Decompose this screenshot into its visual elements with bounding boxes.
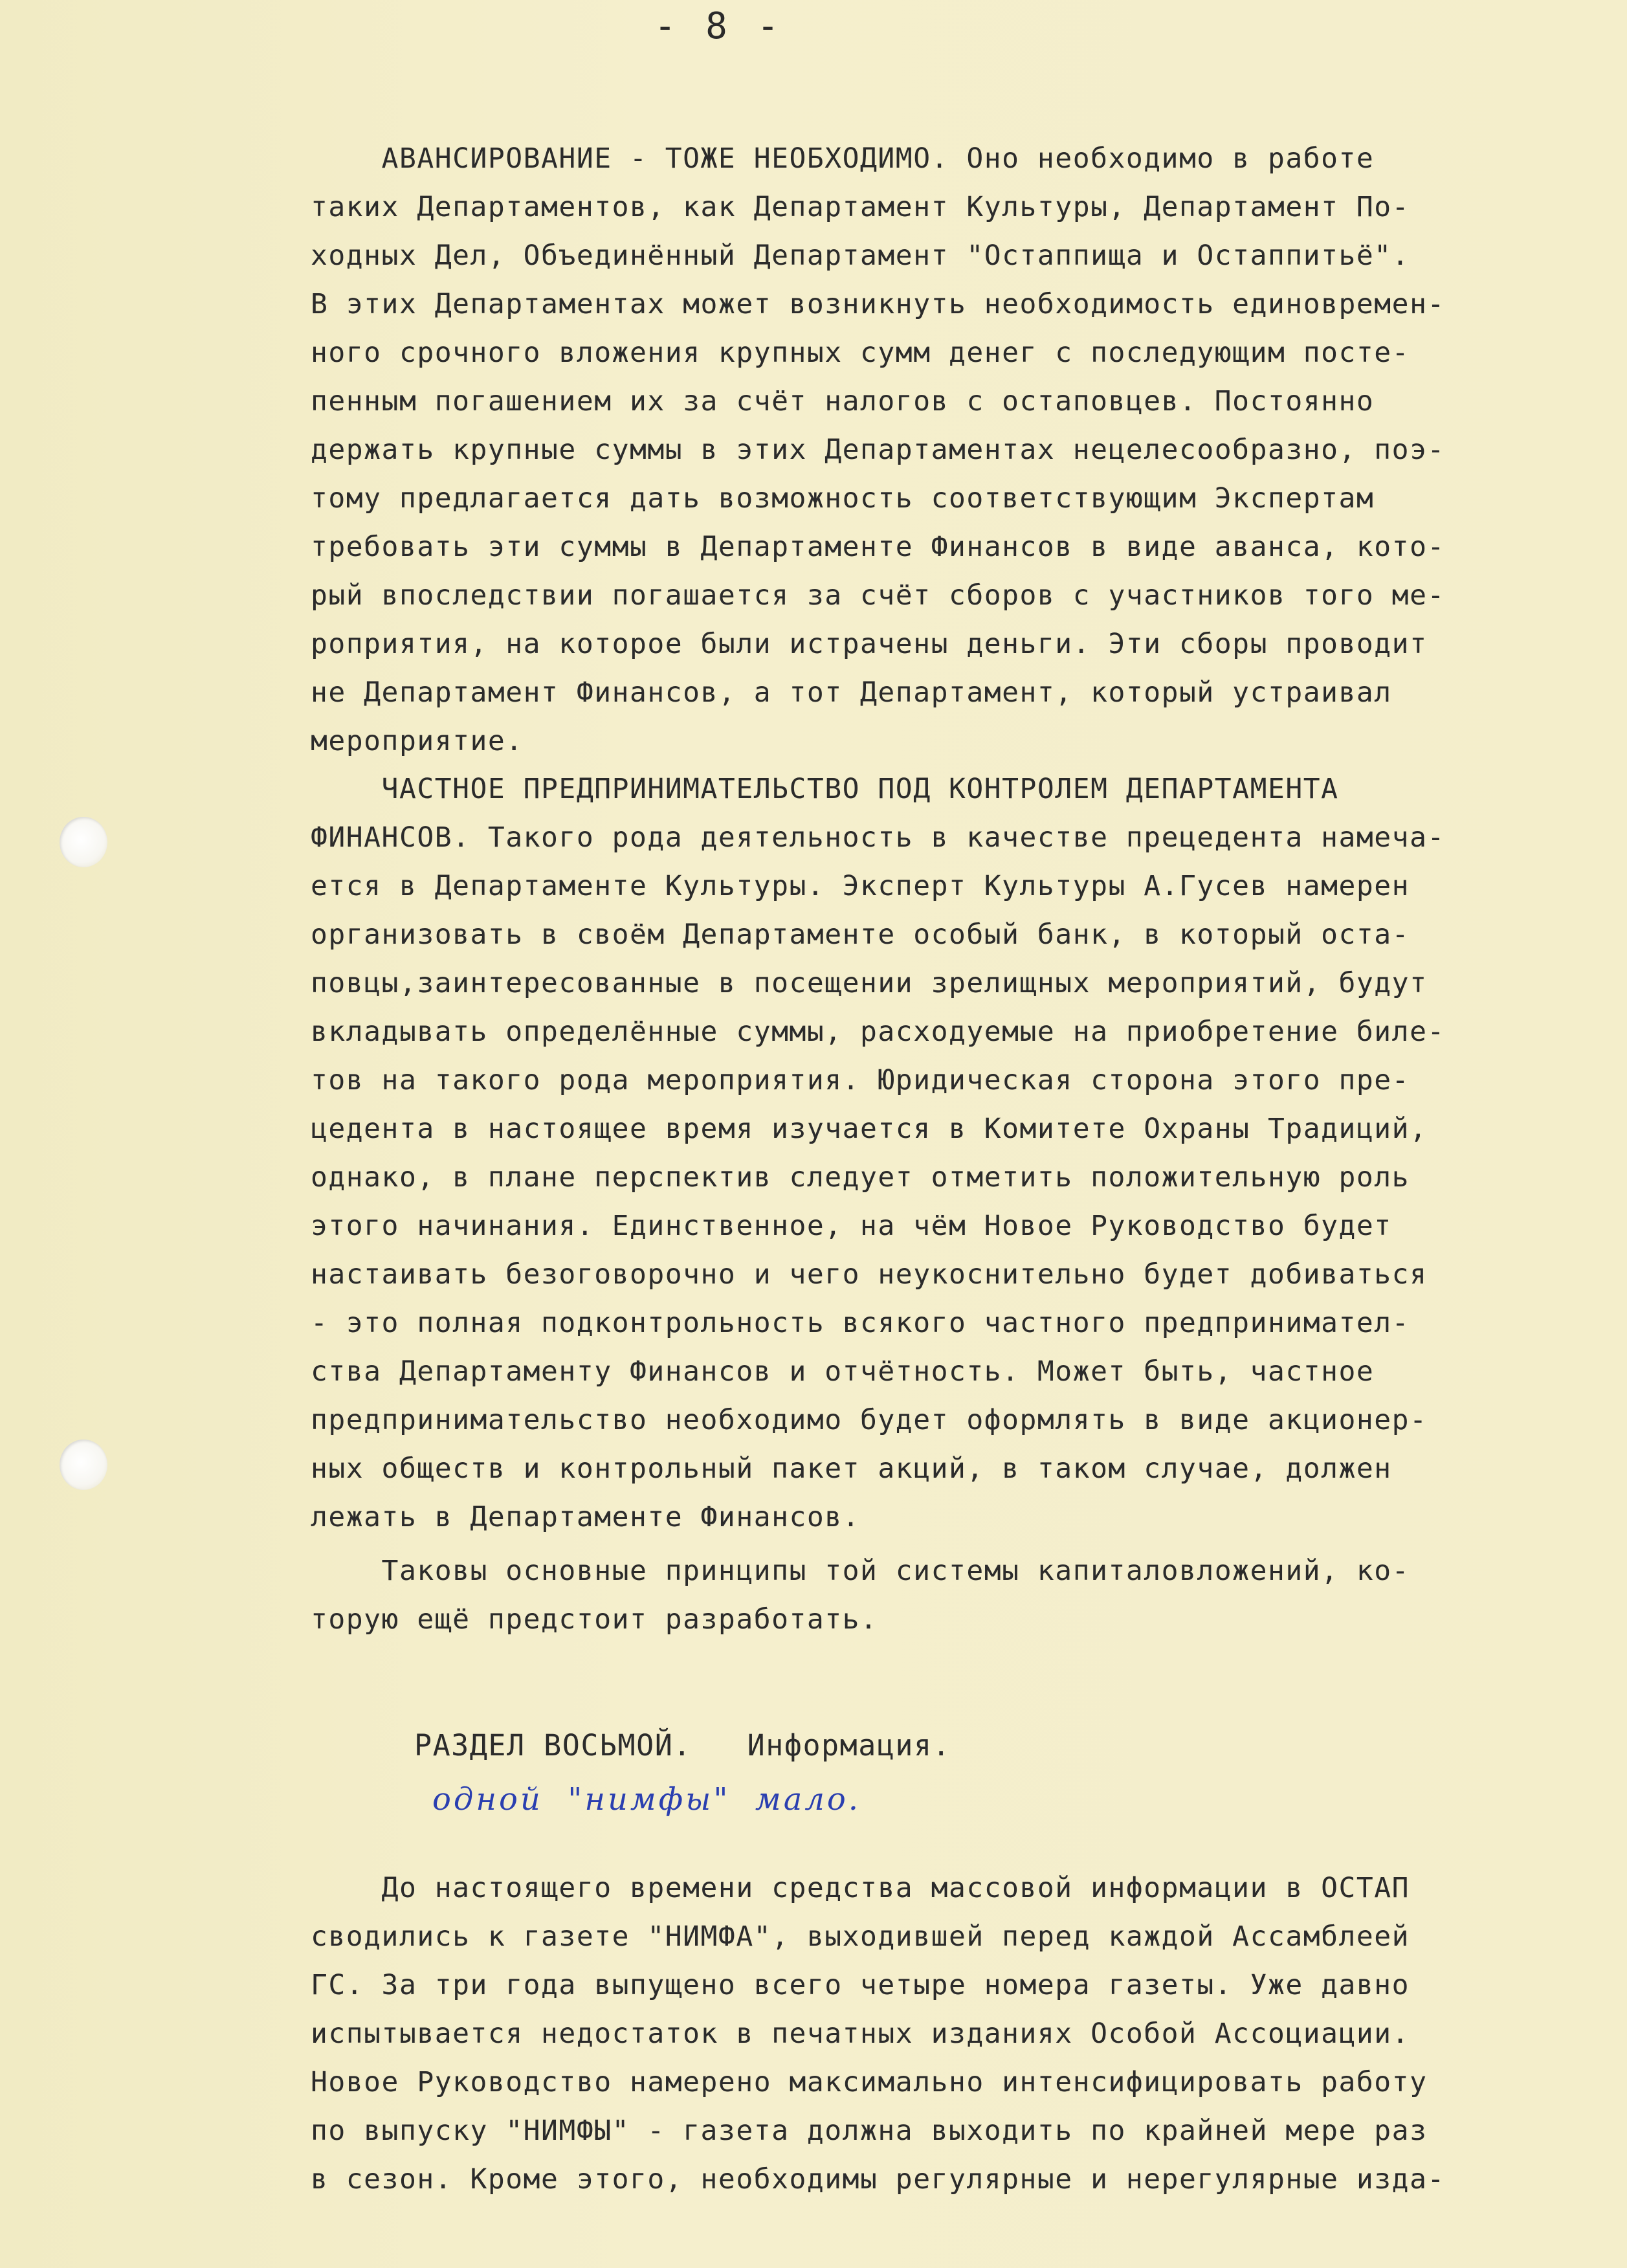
text-line: ства Департаменту Финансов и отчётность. Может быть, частное bbox=[311, 1355, 1375, 1388]
text-line: по выпуску "НИМФЫ" - газета должна выходить по крайней мере раз bbox=[311, 2115, 1428, 2147]
paragraph-conclusion bbox=[311, 1547, 1579, 1644]
text-line: мероприятие. bbox=[311, 725, 524, 757]
page-number: - 8 - bbox=[654, 5, 783, 47]
text-line: настаивать безоговорочно и чего неукоснительно будет добиваться bbox=[311, 1258, 1428, 1291]
section-heading: РАЗДЕЛ ВОСЬМОЙ. Информация. bbox=[414, 1728, 951, 1762]
text-line: предпринимательство необходимо будет оформлять в виде акционер- bbox=[311, 1404, 1428, 1436]
text-line: лежать в Департаменте Финансов. bbox=[311, 1501, 861, 1533]
text-line: ЧАСТНОЕ ПРЕДПРИНИМАТЕЛЬСТВО ПОД КОНТРОЛЕМ ДЕПАРТАМЕНТА bbox=[311, 773, 1339, 805]
text-line: ходных Дел, Объединённый Департамент "Остаппища и Остаппитьё". bbox=[311, 239, 1410, 272]
text-line: ных обществ и контрольный пакет акций, в таком случае, должен bbox=[311, 1452, 1392, 1485]
text-line: Новое Руководство намерено максимально интенсифицировать работу bbox=[311, 2066, 1428, 2098]
text-line: вкладывать определённые суммы, расходуемые на приобретение биле- bbox=[311, 1016, 1445, 1048]
text-line: рый впоследствии погашается за счёт сборов с участников того ме- bbox=[311, 579, 1445, 612]
text-line: этого начинания. Единственное, на чём Новое Руководство будет bbox=[311, 1210, 1392, 1242]
text-line: сводились к газете "НИМФА", выходившей перед каждой Ассамблеей bbox=[311, 1920, 1410, 1953]
text-line: требовать эти суммы в Департаменте Финансов в виде аванса, кото- bbox=[311, 531, 1445, 563]
text-line: ФИНАНСОВ. Такого рода деятельность в качестве прецедента намеча- bbox=[311, 821, 1445, 854]
paragraph-advance-funding bbox=[311, 135, 1579, 766]
handwritten-annotation: одной "нимфы" мало. bbox=[432, 1781, 861, 1818]
text-line: ного срочного вложения крупных сумм денег с последующим посте- bbox=[311, 337, 1410, 369]
text-line: повцы,заинтересованные в посещении зрелищных мероприятий, будут bbox=[311, 967, 1428, 999]
text-line: в сезон. Кроме этого, необходимы регулярные и нерегулярные изда- bbox=[311, 2163, 1445, 2196]
punch-hole bbox=[60, 1440, 107, 1490]
paragraph-information bbox=[311, 1864, 1579, 2204]
text-line: торую ещё предстоит разработать. bbox=[311, 1603, 878, 1636]
text-line: тому предлагается дать возможность соответствующим Экспертам bbox=[311, 482, 1375, 515]
text-line: тов на такого рода мероприятия. Юридическая сторона этого пре- bbox=[311, 1064, 1410, 1096]
text-line: пенным погашением их за счёт налогов с остаповцев. Постоянно bbox=[311, 385, 1375, 417]
text-line: ется в Департаменте Культуры. Эксперт Культуры А.Гусев намерен bbox=[311, 870, 1410, 902]
paragraph-private-enterprise bbox=[311, 765, 1579, 1542]
text-line: таких Департаментов, как Департамент Культуры, Департамент По- bbox=[311, 191, 1410, 223]
text-line: ГС. За три года выпущено всего четыре номера газеты. Уже давно bbox=[311, 1969, 1410, 2001]
text-line: До настоящего времени средства массовой информации в ОСТАП bbox=[311, 1872, 1410, 1904]
text-line: не Департамент Финансов, а тот Департамент, который устраивал bbox=[311, 676, 1392, 709]
text-line: Таковы основные принципы той системы капиталовложений, ко- bbox=[311, 1555, 1410, 1587]
text-line: испытывается недостаток в печатных изданиях Особой Ассоциации. bbox=[311, 2018, 1410, 2050]
text-line: роприятия, на которое были истрачены деньги. Эти сборы проводит bbox=[311, 628, 1428, 660]
text-line: держать крупные суммы в этих Департаментах нецелесообразно, поэ- bbox=[311, 434, 1445, 466]
text-line: - это полная подконтрольность всякого частного предпринимател- bbox=[311, 1307, 1410, 1339]
text-line: цедента в настоящее время изучается в Комитете Охраны Традиций, bbox=[311, 1113, 1428, 1145]
text-line: однако, в плане перспектив следует отметить положительную роль bbox=[311, 1161, 1410, 1194]
text-line: организовать в своём Департаменте особый банк, в который оста- bbox=[311, 918, 1410, 951]
text-line: В этих Департаментах может возникнуть необходимость единовремен- bbox=[311, 288, 1445, 320]
punch-hole bbox=[60, 817, 107, 867]
text-line: АВАНСИРОВАНИЕ - ТОЖЕ НЕОБХОДИМО. Оно необходимо в работе bbox=[311, 142, 1375, 175]
